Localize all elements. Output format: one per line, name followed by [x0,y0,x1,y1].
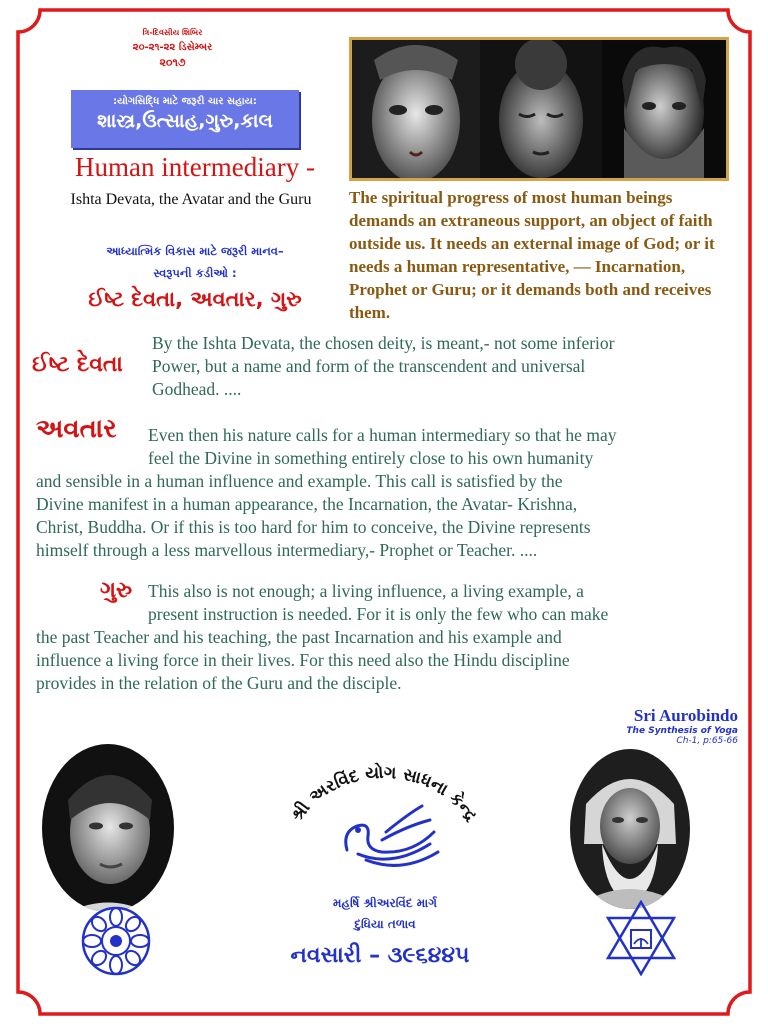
aurobindo-portrait [566,744,694,914]
section-ishta-devata-heading: ઈષ્ટ દેવતા [32,352,123,377]
mother-portrait [38,740,178,925]
address [260,893,510,935]
book-citation: Ch-1, p:65-66 [676,736,738,746]
section-ishta-devata-text [152,332,752,401]
gujarati-highlight: ઈષ્ટ દેવતા, અવતાર, ગુરુ [88,287,302,311]
section-guru-text [36,626,748,695]
avatar-line4: Divine manifest in a human appearance, the Incarnation, the Avatar- Krishna, [36,494,578,514]
page-subtitle: Ishta Devata, the Avatar and the Guru [70,191,312,208]
four-aids-list: શાસ્ત્ર,ઉત્સાહ,ગુરુ,કાલ [97,110,273,132]
guru-line1: This also is not enough; a living influence, a living example, a [148,581,584,601]
avatar-line3: and sensible in a human influence and example. This call is satisfied by the [36,471,563,491]
avatar-line1: Even then his nature calls for a human intermediary so that he may [148,425,617,445]
section-avatar-heading: અવતાર [36,414,117,444]
guru-line2: present instruction is needed. For it is only the few who can make [148,604,609,624]
gujarati-subtitle-line1: આધ્યાત્મિક વિકાસ માટે જરૂરી માનવ– [106,244,284,258]
four-aids-heading: :યોગસિદ્ધિ માટે જરૂરી ચાર સહાય: [113,96,257,107]
section-avatar-intro [148,424,748,470]
ishta-devata-line3: Godhead. .... [152,379,242,399]
ishta-devata-line1: By the Ishta Devata, the chosen deity, is meant,- not some inferior [152,333,615,353]
section-guru-intro [148,580,748,626]
swan-icon [346,806,438,865]
aurobindo-symbol-icon [604,900,678,976]
address-line1: મહર્ષિ શ્રીઅરવિંદ માર્ગ [333,896,437,910]
avatar-line6: himself through a less marvellous intermediary,- Prophet or Teacher. .... [36,540,538,560]
author-name: Sri Aurobindo [633,706,738,725]
guru-line4: influence a living force in their lives. For this need also the Hindu discipline [36,650,570,670]
ishta-devata-line2: Power, but a name and form of the transcendent and universal [152,356,586,376]
event-type: ત્રિ-દિવસીય શિબિર [142,28,203,37]
section-guru-heading: ગુરુ [100,578,133,603]
avatar-line2: feel the Divine in something entirely close to his own humanity [148,448,594,468]
deities-photo-banner [349,37,729,181]
guru-line3: the past Teacher and his teaching, the past Incarnation and his example and [36,627,562,647]
gujarati-subtitle-line2: સ્વરૂપની કડીઓ : [153,266,237,280]
page-title: Human intermediary - [75,152,315,182]
section-avatar-text [36,470,748,562]
address-city: નવસારી – ૩૯૬૪૪૫ [290,943,470,968]
book-title: The Synthesis of Yoga [626,726,738,736]
event-year: ૨૦૧૭ [159,56,186,69]
event-dates: ૨૦-૨૧-૨૨ ડિસેમ્બર [132,42,213,53]
mother-symbol-icon [80,905,152,977]
guru-line5: provides in the relation of the Guru and the disciple. [36,673,402,693]
logo-arc-textpath: શ્રી અરવિંદ યોગ સાધના કેન્દ્ર [287,762,481,826]
address-line2: દુધિયા તળાવ [354,917,416,931]
deities-image [352,40,726,178]
avatar-line5: Christ, Buddha. Or if this is too hard for him to conceive, the Divine represents [36,517,591,537]
attribution [626,706,738,746]
logo-arc-text [286,761,481,827]
center-logo [262,740,506,890]
four-aids-box [71,90,299,148]
spiritual-progress-quote: The spiritual progress of most human beings demands an extraneous support, an object of faith outside us. It needs an external image of God; or it needs a human representative, — Incarnation, Prophet or Guru; or it demands both and receives them. [349,188,715,322]
gujarati-subtitle [45,240,345,284]
